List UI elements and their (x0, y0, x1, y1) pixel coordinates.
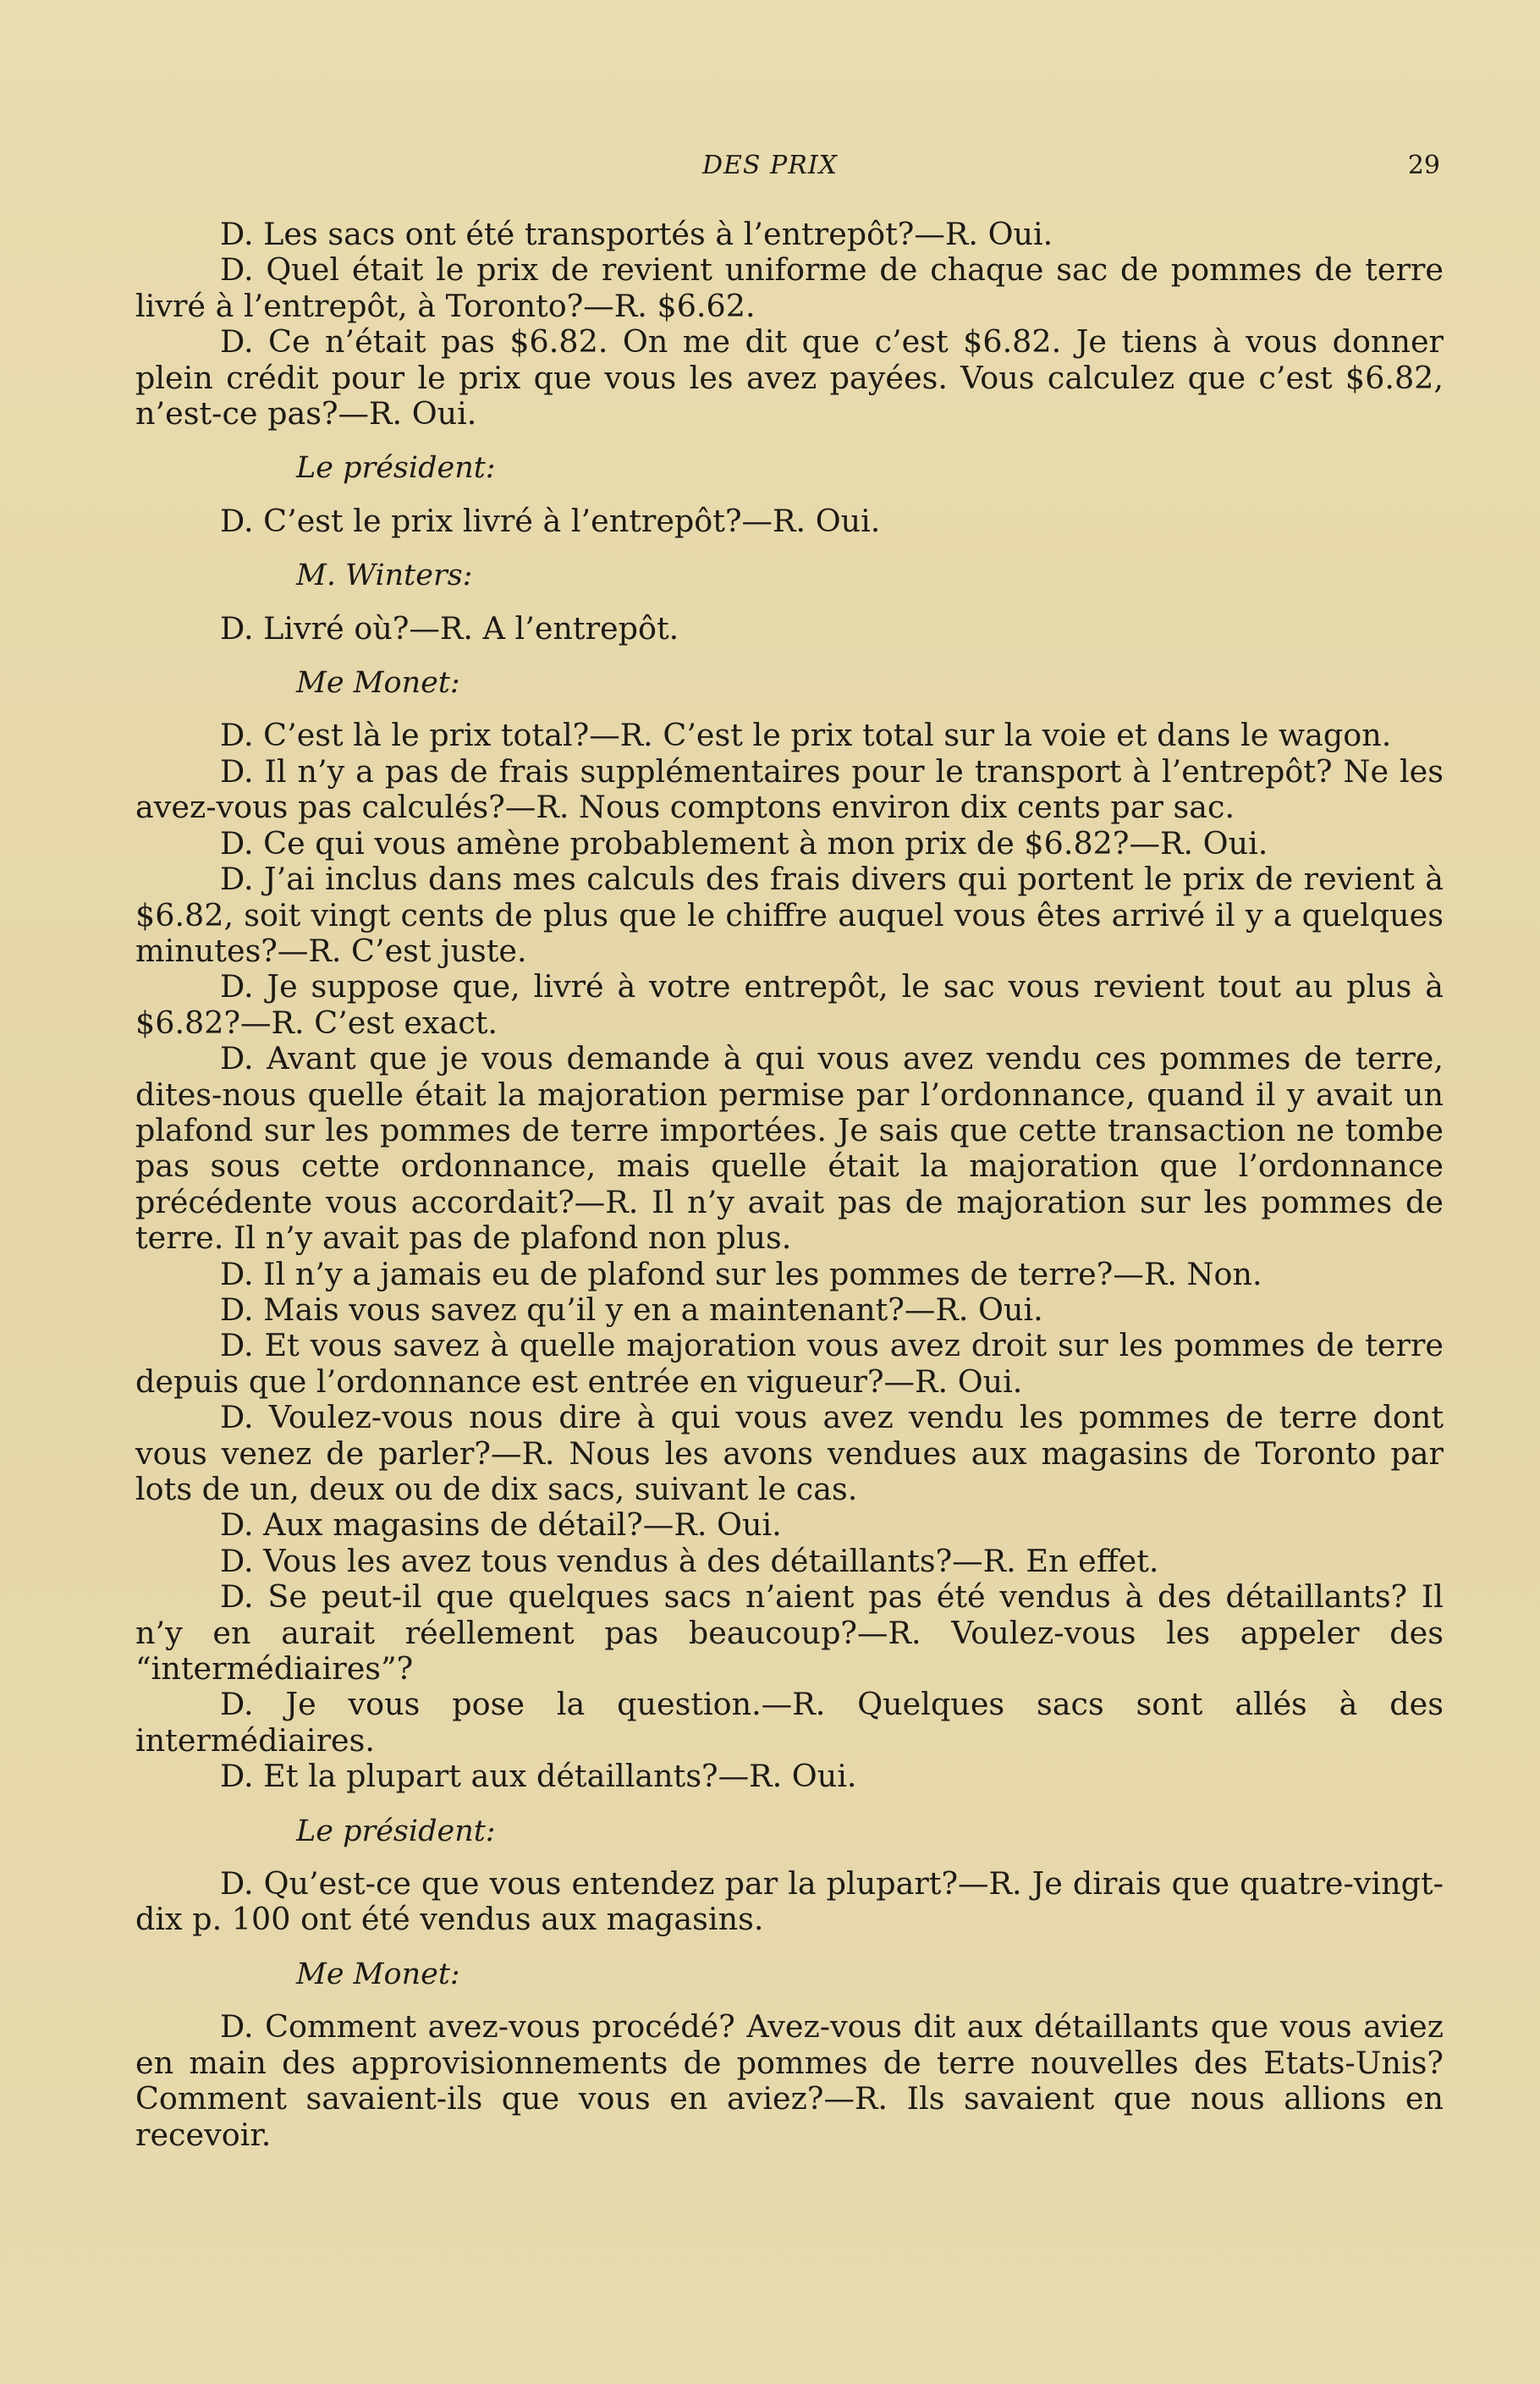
paragraph: D. J’ai inclus dans mes calculs des frais divers qui portent le prix de revient à $6.82, soit vingt cents de plus que le chiffre auquel vous êtes arrivé il y a quelques minutes?—R. C’est juste. (135, 861, 1444, 969)
speaker-heading: Me Monet: (296, 1957, 460, 1991)
paragraph: D. Je vous pose la question.—R. Quelques sacs sont allés à des intermédiaires. (135, 1686, 1444, 1759)
paragraph: D. Les sacs ont été transportés à l’entrepôt?—R. Oui. (220, 216, 1053, 252)
paragraph: D. Quel était le prix de revient uniforme de chaque sac de pommes de terre livré à l’entrepôt, à Toronto?—R. $6.62. (135, 251, 1444, 324)
transcript-body (135, 217, 1444, 2153)
speaker-heading: Me Monet: (296, 666, 460, 701)
paragraph: D. Vous les avez tous vendus à des détaillants?—R. En effet. (220, 1542, 1159, 1579)
speaker-heading: M. Winters: (296, 559, 473, 593)
paragraph: D. Il n’y a pas de frais supplémentaires pour le transport à l’entrepôt? Ne les avez-vous pas calculés?—R. Nous comptons environ dix cents par sac. (135, 752, 1444, 826)
paragraph: D. Livré où?—R. A l’entrepôt. (220, 609, 679, 647)
paragraph: D. Je suppose que, livré à votre entrepôt, le sac vous revient tout au plus à $6.82?—R. C’est exact. (135, 968, 1444, 1041)
page-header (0, 146, 1540, 190)
paragraph: D. Voulez-vous nous dire à qui vous avez vendu les pommes de terre dont vous venez de parler?—R. Nous les avons vendues aux magasins de Toronto par lots de un, deux ou de dix sacs, suivant le cas. (135, 1399, 1444, 1507)
paragraph: D. Ce n’était pas $6.82. On me dit que c’est $6.82. Je tiens à vous donner plein crédit pour le prix que vous les avez payées. Vous calculez que c’est $6.82, n’est-ce pas?—R. Oui. (135, 323, 1444, 432)
page-number: 29 (1407, 151, 1440, 180)
paragraph: D. Et la plupart aux détaillants?—R. Oui. (220, 1758, 857, 1795)
paragraph: D. Ce qui vous amène probablement à mon prix de $6.82?—R. Oui. (220, 824, 1268, 862)
paragraph: D. Comment avez-vous procédé? Avez-vous dit aux détaillants que vous aviez en main des approvisionnements de pommes de terre nouvelles des Etats-Unis? Comment savaient-ils que vous en aviez?—R. Ils savaient que nous allions en recevoir. (135, 2008, 1444, 2153)
running-title: DES PRIX (701, 151, 839, 180)
paragraph: D. Aux magasins de détail?—R. Oui. (220, 1506, 782, 1544)
paragraph: D. Mais vous savez qu’il y en a maintenant?—R. Oui. (220, 1291, 1043, 1328)
speaker-heading: Le président: (296, 1814, 496, 1848)
paragraph: D. Avant que je vous demande à qui vous avez vendu ces pommes de terre, dites-nous quelle était la majoration permise par l’ordonnance, quand il y avait un plafond sur les pommes de terre importées. Je sais que cette transaction ne tombe pas sous cette ordonnance, mais quelle était la majoration que l’ordonnance précédente vous accordait?—R. Il n’y avait pas de majoration sur les pommes de terre. Il n’y avait pas de plafond non plus. (135, 1040, 1444, 1257)
paragraph: D. Qu’est-ce que vous entendez par la plupart?—R. Je dirais que quatre-vingt-dix p. 100 ont été vendus aux magasins. (135, 1865, 1444, 1938)
speaker-heading: Le président: (296, 451, 496, 486)
paragraph: D. Il n’y a jamais eu de plafond sur les pommes de terre?—R. Non. (220, 1255, 1262, 1292)
paragraph: D. Et vous savez à quelle majoration vous avez droit sur les pommes de terre depuis que l’ordonnance est entrée en vigueur?—R. Oui. (135, 1327, 1444, 1400)
paragraph: D. C’est le prix livré à l’entrepôt?—R. Oui. (220, 502, 881, 539)
paragraph: D. C’est là le prix total?—R. C’est le prix total sur la voie et dans le wagon. (220, 717, 1392, 754)
paragraph: D. Se peut-il que quelques sacs n’aient pas été vendus à des détaillants? Il n’y en aurait réellement pas beaucoup?—R. Voulez-vous les appeler des “intermédiaires”? (135, 1578, 1444, 1688)
